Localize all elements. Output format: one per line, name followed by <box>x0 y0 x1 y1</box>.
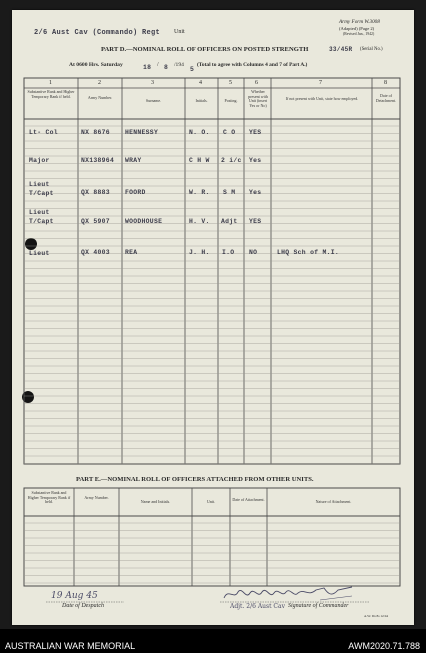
cell-initials: N. O. <box>189 129 210 136</box>
part-e-title: PART E.—NOMINAL ROLL OF OFFICERS ATTACHED FROM OTHER UNITS. <box>76 476 314 483</box>
cell-surname: WRAY <box>125 157 142 164</box>
commander-signature <box>220 584 360 604</box>
col-num-8: 8 <box>384 80 387 86</box>
cell-posting: C O <box>223 129 236 136</box>
cell-surname: HENNESSY <box>125 129 159 136</box>
cell-posting: Adjt <box>221 218 238 225</box>
despatch-label: Date of Despatch <box>62 603 104 609</box>
cell-present: YES <box>249 129 262 136</box>
col-num-4: 4 <box>199 80 202 86</box>
cell-posting: I.O <box>222 249 235 256</box>
unit-label: Unit <box>174 29 185 35</box>
cell-present: Yes <box>249 157 262 164</box>
serial-number: 33/45R <box>329 46 353 53</box>
cell-initials: W. R. <box>189 189 210 196</box>
serial-label: (Serial No.) <box>360 47 383 52</box>
header-employed: If not present with Unit, state how employed. <box>285 96 359 101</box>
header-e-date: Date of Attachment. <box>232 497 265 502</box>
cell-army-number: QX 5907 <box>81 218 110 225</box>
cell-posting: S M <box>223 189 236 196</box>
cell-army-number: QX 8883 <box>81 189 110 196</box>
cell-initials: H. V. <box>189 218 210 225</box>
header-detachment: Date of Detachment. <box>375 93 397 103</box>
archive-footer <box>0 629 426 653</box>
cell-rank: Major <box>29 157 50 164</box>
col-num-6: 6 <box>255 80 258 86</box>
commander-label: Signature of Commander <box>288 603 349 609</box>
cell-surname: REA <box>125 249 138 256</box>
cell-rank: Lt- Col <box>29 129 58 136</box>
cell-surname: FOORD <box>125 189 146 196</box>
header-army-number: Army Number. <box>87 95 113 100</box>
part-d-title: PART D.—NOMINAL ROLL OF OFFICERS ON POSTED STRENGTH <box>101 46 309 53</box>
cell-army-number: NX 8676 <box>81 129 110 136</box>
cell-rank-text: Lieut T/Capt <box>29 181 54 197</box>
date-suffix: (Total to agree with Columns 4 and 7 of Part A.) <box>197 62 308 68</box>
header-e-rank: Substantive Rank and Higher Temporary Rank if held. <box>27 490 71 505</box>
form-adapted: (Adapted) (Page 2) <box>339 26 375 31</box>
header-rank: Substantive Rank and Higher Temporary Rank if held. <box>27 89 75 99</box>
header-e-name: Name and Initials. <box>140 499 171 504</box>
col-num-3: 3 <box>151 80 154 86</box>
signature-subtitle: Adjt. 2/6 Aust Cav <box>230 603 285 610</box>
accession-number: AWM2020.71.788 <box>348 641 420 651</box>
unit-name: 2/6 Aust Cav (Commando) Regt <box>34 29 161 37</box>
despatch-date: 19 Aug 45 <box>51 591 98 601</box>
cell-posting: 2 i/c <box>221 157 242 164</box>
cell-rank-text: Lieut T/Capt <box>29 209 54 225</box>
date-day: 18 <box>143 64 152 71</box>
cell-present: Yes <box>249 189 262 196</box>
header-e-army-number: Army Number. <box>84 495 109 500</box>
date-month: 8 <box>164 64 169 71</box>
date-slash: / <box>157 62 159 68</box>
col-num-1: 1 <box>49 80 52 86</box>
date-year-prefix: /194 <box>174 62 184 68</box>
cell-army-number: QX 4003 <box>81 249 110 256</box>
cell-present: YES <box>249 218 262 225</box>
cell-employed: LHQ Sch of M.I. <box>277 249 340 256</box>
cell-army-number: NX138964 <box>81 157 115 164</box>
date-year: 5 <box>190 66 195 73</box>
header-surname: Surname. <box>145 98 162 103</box>
cell-rank: Lieut <box>29 250 50 257</box>
header-e-unit: Unit. <box>206 499 216 504</box>
col-num-7: 7 <box>319 80 322 86</box>
cell-initials: J. H. <box>189 249 210 256</box>
header-present: Whether present with Unit (insert Yes or No) <box>248 89 268 108</box>
cell-initials: C H W <box>189 157 210 164</box>
institution-name: AUSTRALIAN WAR MEMORIAL <box>5 641 136 651</box>
form-id: Army Form W.3008 <box>339 19 380 25</box>
col-num-2: 2 <box>98 80 101 86</box>
col-num-5: 5 <box>229 80 232 86</box>
header-initials: Initials. <box>195 98 208 103</box>
date-prefix: At 0600 Hrs. Saturday <box>69 62 123 68</box>
cell-surname: WOODHOUSE <box>125 218 163 225</box>
printer-code: A.W. Ds 8s 12/44 <box>364 614 389 618</box>
form-revised: (Revised Jan., 1942) <box>343 32 375 36</box>
header-e-nature: Nature of Attachment. <box>315 499 352 504</box>
header-posting: Posting. <box>224 98 238 103</box>
cell-present: NO <box>249 249 258 256</box>
